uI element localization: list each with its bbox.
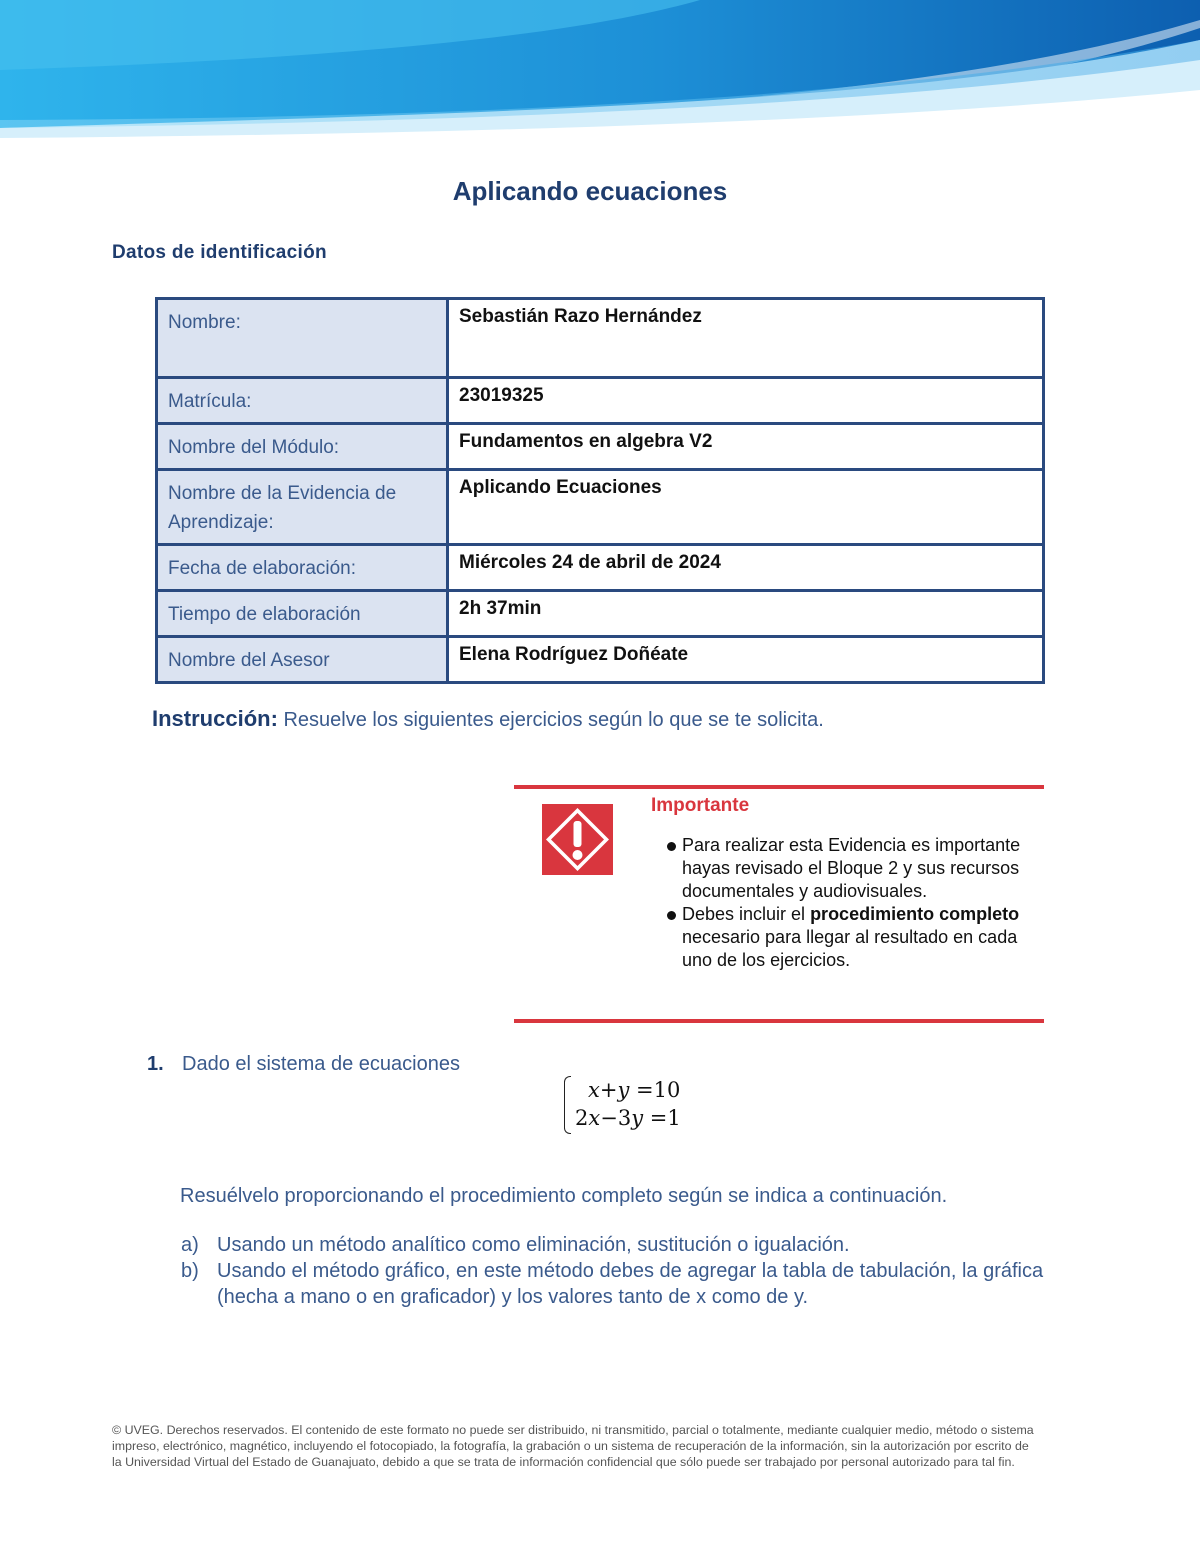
important-bullet-2-start: Debes incluir el xyxy=(682,904,811,924)
copyright-footer: © UVEG. Derechos reservados. El contenido de este formato no puede ser distribuido, ni transmitido, parcial o totalmente, mediante cualquier medio, método o sistema impreso, electrónico, magnético, incluyendo el fotocopiado, la fotografía, la grabación o un sistema de recuperación de la información, sin la autorización por escrito de la Universidad Virtual del Estado de Guanajuato, debido a que se trata de información confidencial que sólo puede ser trabajado por personal autorizado para tal fin. xyxy=(112,1423,1034,1469)
section-heading: Datos de identificación xyxy=(112,242,327,263)
equation-1: x+y =10 xyxy=(588,1078,681,1102)
row-label-asesor: Nombre del Asesor xyxy=(157,637,448,683)
equation-system xyxy=(564,1076,704,1136)
exercise-text: Dado el sistema de ecuaciones xyxy=(182,1053,460,1075)
document-title: Aplicando ecuaciones xyxy=(452,176,728,206)
important-bullet-2-end: necesario para llegar al resultado en cada uno de los ejercicios. xyxy=(682,927,1018,970)
table-row xyxy=(157,637,1044,683)
important-bullet-2-bold: procedimiento completo xyxy=(810,904,1020,924)
bullet-icon xyxy=(667,842,676,851)
table-row xyxy=(157,470,1044,545)
table-row xyxy=(157,591,1044,637)
row-label-tiempo: Tiempo de elaboración xyxy=(157,591,448,637)
row-value-matricula: 23019325 xyxy=(448,378,1044,424)
important-top-rule xyxy=(514,785,1044,789)
row-value-modulo: Fundamentos en algebra V2 xyxy=(448,424,1044,470)
exercise-options xyxy=(181,1232,1051,1310)
header-banner xyxy=(0,0,1200,150)
exercise-number: 1. xyxy=(147,1053,164,1075)
row-label-nombre: Nombre: xyxy=(157,299,448,378)
option-text: Usando un método analítico como eliminación, sustitución o igualación. xyxy=(217,1234,850,1256)
instruction-label: Instrucción: xyxy=(152,706,278,731)
important-list xyxy=(664,834,1044,972)
table-row xyxy=(157,545,1044,591)
row-label-fecha: Fecha de elaboración: xyxy=(157,545,448,591)
list-item xyxy=(181,1258,1051,1310)
equation-2: 2x−3y =1 xyxy=(575,1106,681,1130)
row-value-fecha: Miércoles 24 de abril de 2024 xyxy=(448,545,1044,591)
option-letter: b) xyxy=(181,1260,199,1282)
bullet-icon xyxy=(667,911,676,920)
option-letter: a) xyxy=(181,1234,199,1256)
row-value-asesor: Elena Rodríguez Doñéate xyxy=(448,637,1044,683)
row-value-nombre: Sebastián Razo Hernández xyxy=(448,299,1044,378)
important-bottom-rule xyxy=(514,1019,1044,1023)
row-value-evidencia: Aplicando Ecuaciones xyxy=(448,470,1044,545)
table-row xyxy=(157,299,1044,378)
option-text: Usando el método gráfico, en este método debes de agregar la tabla de tabulación, la gráfica (hecha a mano o en graficador) y los valores tanto de x como de y. xyxy=(217,1260,1044,1308)
identification-table xyxy=(155,297,1045,684)
table-row xyxy=(157,378,1044,424)
warning-icon xyxy=(542,804,613,875)
resolve-instruction: Resuélvelo proporcionando el procedimiento completo según se indica a continuación. xyxy=(180,1185,948,1207)
row-value-tiempo: 2h 37min xyxy=(448,591,1044,637)
list-item xyxy=(664,903,1044,972)
row-label-matricula: Matrícula: xyxy=(157,378,448,424)
table-row xyxy=(157,424,1044,470)
brace-icon xyxy=(564,1076,571,1134)
list-item xyxy=(181,1232,1051,1258)
important-title: Importante xyxy=(651,795,750,816)
instruction-text: Resuelve los siguientes ejercicios según lo que se te solicita. xyxy=(277,709,824,731)
row-label-modulo: Nombre del Módulo: xyxy=(157,424,448,470)
important-bullet-1: Para realizar esta Evidencia es importante hayas revisado el Bloque 2 y sus recursos documentales y audiovisuales. xyxy=(682,835,1021,901)
list-item xyxy=(664,834,1044,903)
instruction xyxy=(152,706,824,732)
row-label-evidencia: Nombre de la Evidencia de Aprendizaje: xyxy=(157,470,448,545)
